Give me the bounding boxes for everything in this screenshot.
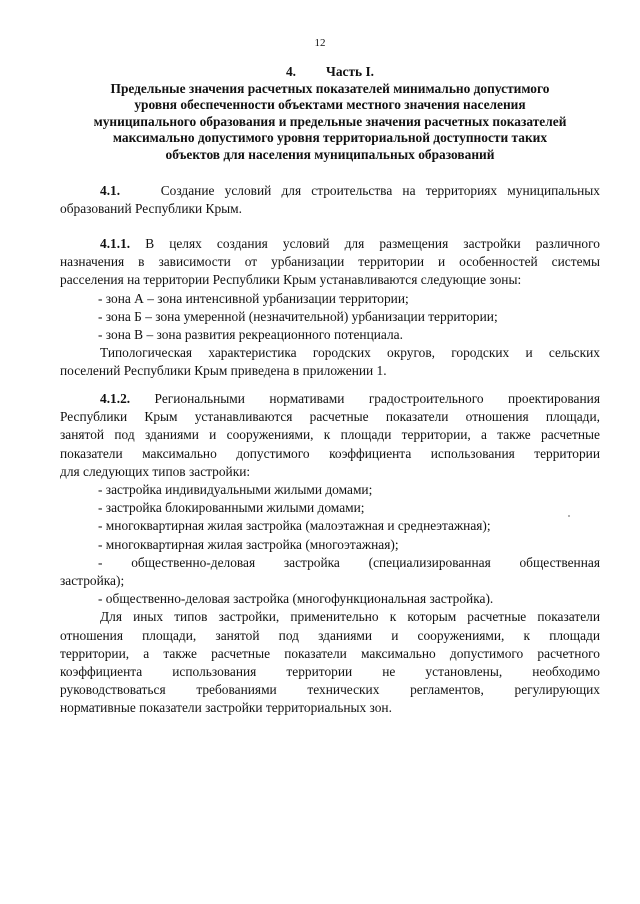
clause-number: 4.1.2.: [100, 391, 131, 406]
paragraph-line: нормативные показатели застройки территориальных зон.: [60, 700, 392, 716]
paragraph-line: 4.1.2. Региональными нормативами градостроительного проектирования: [100, 391, 600, 406]
list-item: - зона В – зона развития рекреационного потенциала.: [98, 327, 403, 343]
clause-number: 4.1.1.: [100, 236, 131, 251]
list-item: - общественно-деловая застройка (многофункциональная застройка).: [98, 591, 494, 607]
paragraph-line: показатели максимально допустимого коэффициента использования территории: [60, 445, 600, 461]
heading-title-line: [60, 64, 600, 81]
list-item: - зона А – зона интенсивной урбанизации территории;: [98, 290, 409, 306]
paragraph-line: 4.1. Создание условий для строительства на территориях муниципальных: [100, 183, 601, 198]
list-item: - зона Б – зона умеренной (незначительной) урбанизации территории;: [98, 308, 498, 324]
paragraph-line: поселений Республики Крым приведена в приложении 1.: [60, 363, 387, 379]
paragraph-4-1: [60, 182, 600, 218]
paragraph-line: руководствоваться требованиями технических регламентов, регулирующих: [60, 682, 600, 698]
paragraph-line: Типологическая характеристика городских округов, городских и сельских: [100, 345, 600, 361]
list-item: - многоквартирная жилая застройка (малоэтажная и среднеэтажная);: [98, 518, 491, 534]
clause-number: 4.1.: [100, 183, 121, 198]
paragraph-line: Республики Крым устанавливаются расчетные показатели отношения площади,: [60, 409, 600, 425]
heading-line: максимально допустимого уровня территориальной доступности таких: [112, 130, 548, 146]
list-item: - общественно-деловая застройка (специализированная общественная: [98, 554, 600, 570]
paragraph-line: занятой под зданиями и сооружениями, к площади территории, а также расчетные: [60, 427, 600, 443]
heading-line: объектов для населения муниципальных образований: [165, 146, 495, 162]
list-item: - застройка индивидуальными жилыми домами;: [98, 482, 373, 498]
heading-line: уровня обеспеченности объектами местного значения населения: [134, 97, 526, 113]
list-item: - многоквартирная жилая застройка (многоэтажная);: [98, 536, 399, 552]
section-heading: [60, 64, 600, 164]
heading-number: 4.: [285, 64, 296, 79]
scan-speck: [568, 515, 570, 517]
heading-line: муниципального образования и предельные значения расчетных показателей: [93, 113, 567, 129]
paragraph-line: образований Республики Крым.: [60, 201, 242, 217]
paragraph-line: 4.1.1. В целях создания условий для размещения застройки различного: [100, 236, 600, 251]
list-item: - застройка блокированными жилыми домами;: [98, 500, 365, 516]
paragraph-line: коэффициента использования территории не установлены, необходимо: [60, 664, 600, 680]
heading-part: Часть I.: [326, 64, 375, 79]
paragraph-line: территории, а также расчетные показатели максимально допустимого расчетного: [60, 645, 600, 661]
paragraph-line: для следующих типов застройки:: [60, 463, 251, 479]
paragraph-4-1-1: [60, 235, 600, 381]
paragraph-line: расселения на территории Республики Крым устанавливаются следующие зоны:: [60, 272, 522, 288]
paragraph-line: отношения площади, занятой под зданиями и сооружениями, к площади: [60, 627, 600, 643]
paragraph-4-1-2: [60, 390, 600, 718]
page-number: 12: [314, 37, 326, 49]
paragraph-line: застройка);: [60, 573, 125, 589]
heading-line: Предельные значения расчетных показателей минимально допустимого: [110, 80, 550, 96]
paragraph-line: назначения в зависимости от урбанизации территории и особенностей системы: [60, 254, 600, 270]
paragraph-line: Для иных типов застройки, применительно к которым расчетные показатели: [100, 609, 600, 625]
